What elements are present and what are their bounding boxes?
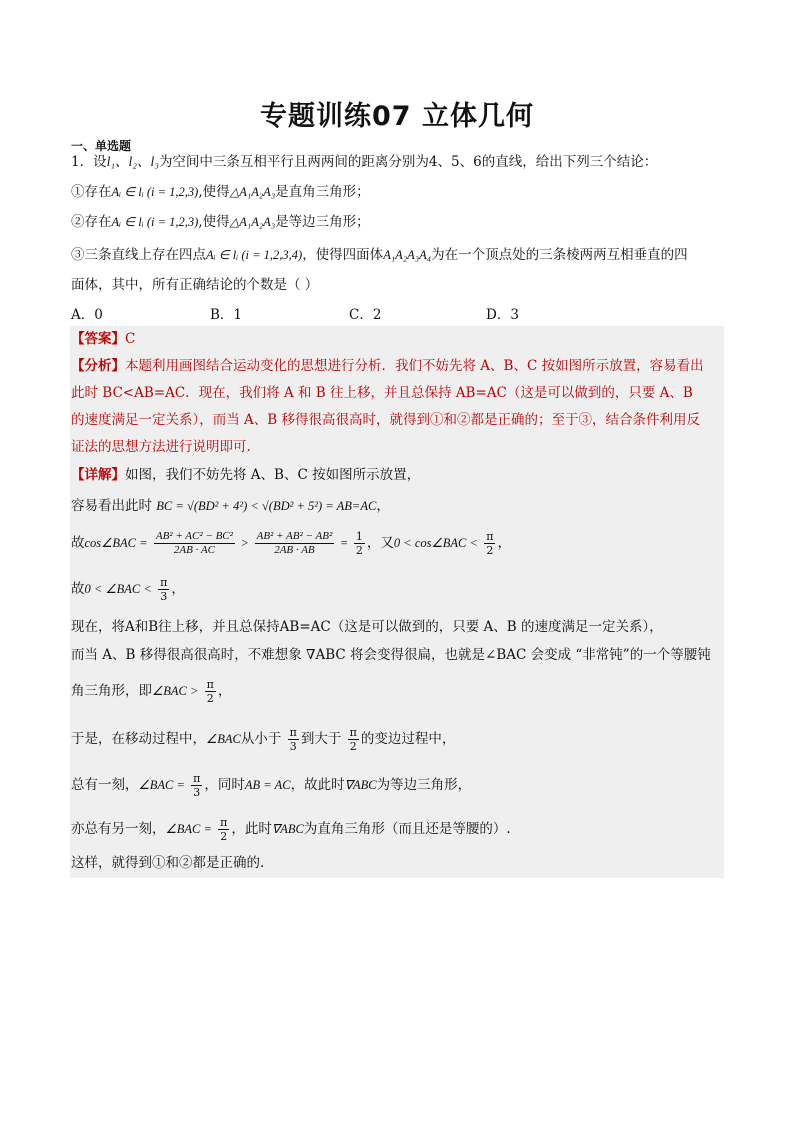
analysis-line-3: 的速度满足一定关系），而当 A、B 移得很高很高时，就得到①和②都是正确的；至于③，结合条件利用反: [71, 412, 701, 428]
analysis-line-2: 此时 BC<AB=AC．现在，我们将 A 和 B 往上移，并且总保持 AB=AC（这是可以做到的，只要 A、B: [71, 385, 693, 401]
detail-line-7: 角三角形，即∠BAC > $\frac{\pi}{2}$ ，: [71, 678, 232, 705]
conclusion-3: ③三条直线上存在四点Aᵢ ∈ lᵢ (i = 1,2,3,4)，使得四面体A₁A₂A₃A₄为在一个顶点处的三条棱两两互相垂直的四: [71, 247, 688, 263]
option-a: A．0: [71, 307, 103, 323]
conclusion-1: ①存在Aᵢ ∈ lᵢ (i = 1,2,3),使得△A₁A₂A₃是直角三角形；: [71, 184, 370, 200]
detail-line-6: 而当 A、B 移得很高很高时，不难想象 ∇ABC 将会变得很扁，也就是∠BAC 会变成 “非常钝”的一个等腰钝: [71, 647, 711, 663]
detail-line-2: 容易看出此时 BC = √(BD² + 4²) < √(BD² + 5²) = AB=AC，: [71, 498, 390, 514]
detail-line-9: 总有一刻，∠BAC = $\frac{\pi}{3}$ ，同时AB = AC，故此时∇ABC为等边三角形，: [71, 772, 472, 799]
detail-line-1: 【详解】如图，我们不妨先将 A、B、C 按如图所示放置，: [71, 467, 421, 483]
page-title: 专题训练07 立体几何: [260, 101, 534, 132]
section-heading: 一、单选题: [71, 139, 132, 153]
answer-line: 【答案】C: [71, 331, 136, 347]
option-d: D．3: [486, 307, 519, 323]
detail-line-3: 故cos∠BAC = $\frac{\text{AB² + AC² − BC²}}{2AB \cdot AC}$ > $\frac{\text{AB² + AB² − AB²}}{2AB \cdot AB}$ = $\frac{1}{2}$ ，又0 < cos∠BAC < $\frac{\pi}{2}$ ，: [71, 530, 511, 557]
conclusion-2: ②存在Aᵢ ∈ lᵢ (i = 1,2,3),使得△A₁A₂A₃是等边三角形；: [71, 214, 370, 230]
detail-line-4: 故0 < ∠BAC < $\frac{\pi}{3}$ ，: [71, 576, 185, 603]
option-c: C．2: [349, 307, 382, 323]
analysis-line-1: 【分析】本题利用画图结合运动变化的思想进行分析．我们不妨先将 A、B、C 按如图所示放置，容易看出: [71, 358, 704, 374]
detail-line-10: 亦总有另一刻，∠BAC = $\frac{\pi}{2}$ ，此时∇ABC为直角三角形（而且还是等腰的）.: [71, 816, 511, 843]
detail-line-11: 这样，就得到①和②都是正确的.: [71, 855, 265, 871]
analysis-line-4: 证法的思想方法进行说明即可.: [71, 439, 251, 455]
option-b: B．1: [210, 307, 243, 323]
conclusion-3-cont: 面体，其中，所有正确结论的个数是（ ）: [71, 277, 319, 293]
answer-value: C: [125, 331, 136, 347]
detail-line-5: 现在，将A和B往上移，并且总保持AB=AC（这是可以做到的，只要 A、B 的速度满足一定关系），: [71, 619, 663, 635]
detail-line-8: 于是，在移动过程中，∠BAC从小于 $\frac{\pi}{3}$ 到大于 $\frac{\pi}{2}$ 的变边过程中，: [71, 726, 456, 753]
question-stem: 1．设l₁、l₂、l₃为空间中三条互相平行且两两间的距离分别为4、5、6的直线，给出下列三个结论：: [71, 154, 658, 170]
